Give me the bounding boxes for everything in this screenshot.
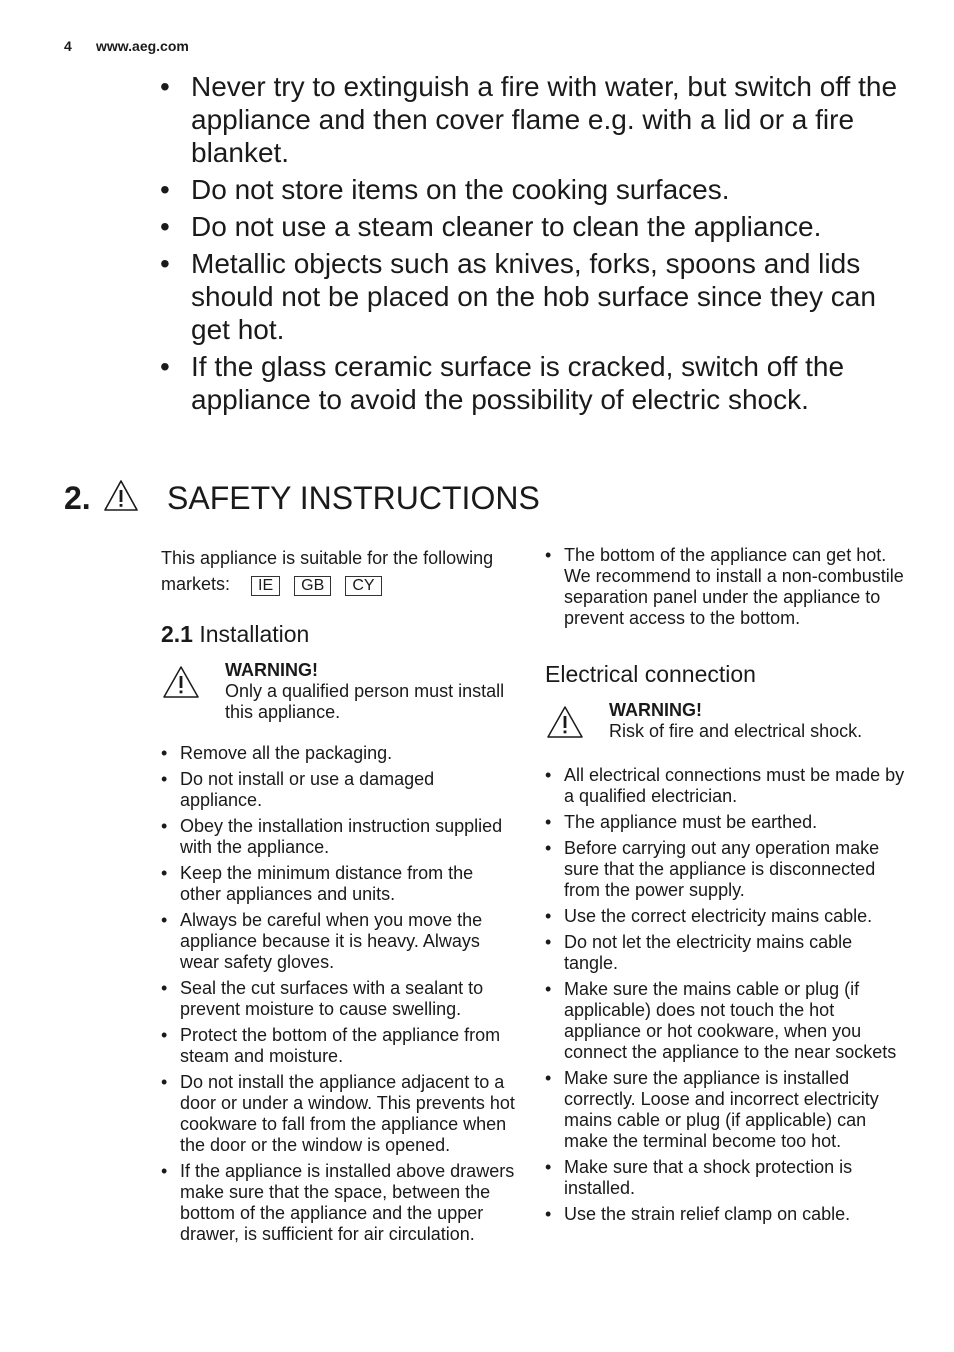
list-item: • Seal the cut surfaces with a sealant to prevent moisture to cause swelling.	[161, 978, 516, 1020]
list-item: • Make sure that a shock protection is installed.	[545, 1157, 905, 1199]
left-column	[161, 545, 516, 1250]
website-link[interactable]: www.aeg.com	[96, 38, 189, 54]
list-item: • If the appliance is installed above drawers make sure that the space, between the bottom of the appliance and the upper drawer, is sufficient for air circulation.	[161, 1161, 516, 1245]
warning-text: Risk of fire and electrical shock.	[609, 721, 863, 741]
section-heading	[64, 476, 540, 520]
electrical-heading: Electrical connection	[545, 661, 756, 687]
list-item: • Do not install the appliance adjacent to a door or under a window. This prevents hot cookware to fall from the appliance when the door or the window is opened.	[161, 1072, 516, 1156]
page-header	[64, 38, 189, 54]
warning-triangle-icon	[102, 477, 140, 520]
list-item: • Keep the minimum distance from the other appliances and units.	[161, 863, 516, 905]
list-item: • Do not install or use a damaged appliance.	[161, 769, 516, 811]
list-item: • Do not use a steam cleaner to clean the appliance.	[160, 210, 910, 243]
list-item: • Use the strain relief clamp on cable.	[545, 1204, 905, 1225]
warning-label: WARNING!	[225, 660, 318, 680]
warning-triangle-icon	[161, 660, 225, 723]
warning-triangle-icon	[545, 700, 609, 745]
installation-heading	[161, 621, 516, 648]
warning-text: Only a qualified person must install this appliance.	[225, 681, 505, 722]
subsection-title: Installation	[199, 621, 310, 647]
warning-label: WARNING!	[609, 700, 702, 720]
list-item: • Use the correct electricity mains cable.	[545, 906, 905, 927]
market-badge: CY	[345, 576, 381, 596]
page-number: 4	[64, 38, 72, 54]
market-badge: IE	[251, 576, 280, 596]
list-item: • All electrical connections must be made by a qualified electrician.	[545, 765, 905, 807]
markets-intro	[161, 545, 516, 597]
list-item: • Make sure the appliance is installed correctly. Loose and incorrect electricity mains cable or plug (if applicable) can make the terminal become too hot.	[545, 1068, 905, 1152]
top-safety-list	[160, 70, 910, 420]
list-item: • Metallic objects such as knives, forks, spoons and lids should not be placed on the hob surface since they can get hot.	[160, 247, 910, 346]
section-number: 2.	[64, 479, 91, 516]
installation-list-continued	[545, 545, 905, 629]
list-item: • The appliance must be earthed.	[545, 812, 905, 833]
electrical-warning	[545, 700, 905, 745]
list-item: • Make sure the mains cable or plug (if applicable) does not touch the hot appliance or hot cookware, when you connect the appliance to the near sockets	[545, 979, 905, 1063]
section-title: SAFETY INSTRUCTIONS	[167, 479, 540, 516]
list-item: • Always be careful when you move the appliance because it is heavy. Always wear safety gloves.	[161, 910, 516, 973]
subsection-number: 2.1	[161, 621, 193, 647]
list-item: • Before carrying out any operation make sure that the appliance is disconnected from the power supply.	[545, 838, 905, 901]
installation-warning	[161, 660, 516, 723]
list-item: • The bottom of the appliance can get hot. We recommend to install a non-combustile separation panel under the appliance to prevent access to the bottom.	[545, 545, 905, 629]
installation-list	[161, 743, 516, 1245]
market-badge: GB	[294, 576, 331, 596]
list-item: • Do not let the electricity mains cable tangle.	[545, 932, 905, 974]
electrical-list	[545, 765, 905, 1225]
list-item: • Obey the installation instruction supplied with the appliance.	[161, 816, 516, 858]
list-item: • If the glass ceramic surface is cracked, switch off the appliance to avoid the possibility of electric shock.	[160, 350, 910, 416]
intro-text: This appliance is suitable for the following markets:	[161, 548, 494, 594]
list-item: • Never try to extinguish a fire with water, but switch off the appliance and then cover flame e.g. with a lid or a fire blanket.	[160, 70, 910, 169]
list-item: • Protect the bottom of the appliance from steam and moisture.	[161, 1025, 516, 1067]
right-column	[545, 545, 905, 1230]
list-item: • Remove all the packaging.	[161, 743, 516, 764]
list-item: • Do not store items on the cooking surfaces.	[160, 173, 910, 206]
